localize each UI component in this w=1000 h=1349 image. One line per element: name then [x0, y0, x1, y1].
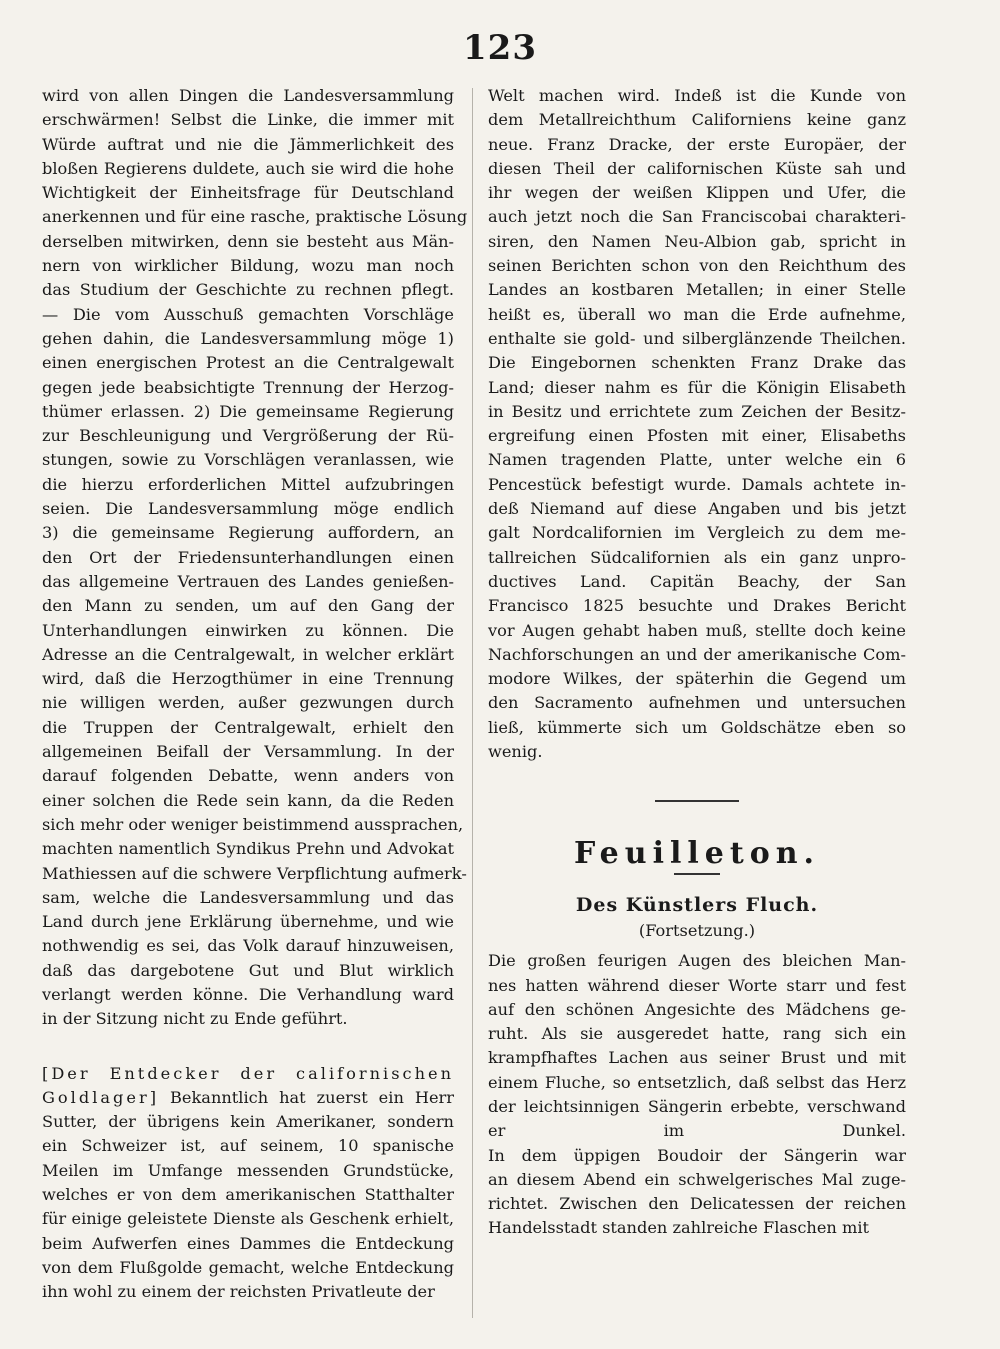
text-line: darauf folgenden Debatte, wenn anders von	[42, 766, 454, 786]
text-line: In dem üppigen Boudoir der Sängerin war	[488, 1145, 906, 1165]
text-line: nes hatten während dieser Worte starr und fest	[488, 975, 906, 995]
text-line: wird, daß die Herzogthümer in eine Trennung	[42, 669, 454, 689]
text-line: die Truppen der Centralgewalt, erhielt den	[42, 717, 454, 737]
text-line: nern von wirklicher Bildung, wozu man noch	[42, 256, 454, 276]
text-line: krampfhaftes Lachen aus seiner Brust und mit	[488, 1048, 906, 1068]
text-line: anerkennen und für eine rasche, praktische Lösung	[42, 207, 468, 227]
text-line: vor Augen gehabt haben muß, stellte doch keine	[488, 620, 906, 640]
text-line: ergreifung einen Pfosten mit einer, Elisabeths	[488, 426, 906, 446]
text-line: einem Fluche, so entsetzlich, daß selbst das Herz	[488, 1072, 906, 1092]
text-line: Handelsstadt standen zahlreiche Flaschen mit	[488, 1218, 870, 1238]
text-line: Wichtigkeit der Einheitsfrage für Deutschland	[42, 183, 454, 203]
title-rule	[674, 873, 720, 875]
text-line: seinen Berichten schon von den Reichthum des	[488, 256, 906, 276]
left-column	[42, 84, 468, 1305]
text-line: den Sacramento aufnehmen und untersuchen	[488, 693, 906, 713]
text-line: Mathiessen auf die schwere Verpflichtung aufmerk-	[42, 863, 467, 883]
right-column	[488, 84, 906, 1241]
text-line: das allgemeine Vertrauen des Landes genießen-	[42, 571, 454, 591]
text-line: Die Eingebornen schenkten Franz Drake das	[488, 353, 906, 373]
text-line: welches er von dem amerikanischen Statthalter	[42, 1185, 454, 1205]
text-line: Würde auftrat und nie die Jämmerlichkeit des	[42, 134, 454, 154]
article-heading-line: [Der Entdecker der californischen	[42, 1063, 454, 1083]
text-line: in Besitz und errichtete zum Zeichen der Besitz-	[488, 401, 906, 421]
text-line: für einige geleistete Dienste als Geschenk erhielt,	[42, 1209, 454, 1229]
text-line: neue. Franz Dracke, der erste Europäer, der	[488, 134, 906, 154]
article-body	[42, 1110, 454, 1304]
story-subtitle: (Fortsetzung.)	[638, 920, 756, 940]
text-line: ihr wegen der weißen Klippen und Ufer, die	[488, 183, 906, 203]
article-continued	[488, 84, 906, 764]
text-line: der leichtsinnigen Sängerin erbebte, verschwand	[488, 1096, 906, 1116]
text-line: Meilen im Umfange messenden Grundstücke,	[42, 1160, 454, 1180]
text-line: den Ort der Friedensunterhandlungen einen	[42, 547, 454, 567]
text-line: auch jetzt noch die San Franciscobai charakteri-	[488, 207, 906, 227]
text-line: ihn wohl zu einem der reichsten Privatleute der	[42, 1282, 435, 1302]
text-line: sam, welche die Landesversammlung und das	[42, 887, 454, 907]
text-line: gegen jede beabsichtigte Trennung der Herzog-	[42, 377, 454, 397]
text-line: stungen, sowie zu Vorschlägen veranlassen, wie	[42, 450, 454, 470]
text-line: er im Dunkel.	[488, 1121, 906, 1141]
text-line: heißt es, überall wo man die Erde aufnehme,	[488, 304, 906, 324]
text-line: machten namentlich Syndikus Prehn und Advokat	[42, 839, 454, 859]
text-line: an diesem Abend ein schwelgerisches Mal zuge-	[488, 1169, 906, 1189]
article-parliament	[42, 84, 468, 1032]
text-line: einen energischen Protest an die Centralgewalt	[42, 353, 454, 373]
text-line: thümer erlassen. 2) Die gemeinsame Regierung	[42, 401, 454, 421]
text-line: in der Sitzung nicht zu Ende geführt.	[42, 1009, 348, 1029]
text-line: bloßen Regierens duldete, auch sie wird die hohe	[42, 158, 454, 178]
text-line: enthalte sie gold- und silberglänzende Theilchen.	[488, 328, 906, 348]
text-line: Namen tragenden Platte, unter welche ein 6	[488, 450, 906, 470]
text-line: den Mann zu senden, um auf den Gang der	[42, 596, 454, 616]
text-line: Unterhandlungen einwirken zu können. Die	[42, 620, 454, 640]
text-line: seien. Die Landesversammlung möge endlich	[42, 499, 454, 519]
feuilleton-body	[488, 949, 906, 1241]
text-line: tallreichen Südcalifornien als ein ganz unpro-	[488, 547, 906, 567]
article-first-line: Goldlager] Bekanntlich hat zuerst ein Herr	[42, 1087, 454, 1107]
text-line: allgemeinen Beifall der Versammlung. In der	[42, 742, 454, 762]
text-line: verlangt werden könne. Die Verhandlung ward	[42, 984, 454, 1004]
text-line: modore Wilkes, der späterhin die Gegend um	[488, 669, 906, 689]
text-line: ein Schweizer ist, auf seinem, 10 spanische	[42, 1136, 454, 1156]
text-line: Welt machen wird. Indeß ist die Kunde von	[488, 86, 906, 105]
text-line: derselben mitwirken, denn sie besteht aus Män-	[42, 231, 454, 251]
article-heading: Goldlager]	[42, 1087, 160, 1107]
text-line: erschwärmen! Selbst die Linke, die immer mit	[42, 110, 454, 130]
text-line: ductives Land. Capitän Beachy, der San	[488, 571, 906, 591]
text-line: die hierzu erforderlichen Mittel aufzubringen	[42, 474, 454, 494]
text-line: deß Niemand auf diese Angaben und bis jetzt	[488, 499, 906, 519]
text-line: Sutter, der übrigens kein Amerikaner, sondern	[42, 1112, 454, 1132]
text-line: wenig.	[488, 742, 543, 762]
feuilleton-title: Feuilleton.	[574, 836, 820, 872]
page-number: 123	[463, 28, 537, 68]
text-line: Landes an kostbaren Metallen; in einer Stelle	[488, 280, 906, 300]
text-line: das Studium der Geschichte zu rechnen pflegt.	[42, 280, 454, 300]
text-line: Nachforschungen an und der amerikanische Com-	[488, 644, 906, 664]
text-line: nie willigen werden, außer gezwungen durch	[42, 693, 454, 713]
text-line: siren, den Namen Neu-Albion gab, spricht in	[488, 231, 906, 251]
text-line: galt Nordcalifornien im Vergleich zu dem me-	[488, 523, 906, 543]
text-line: Francisco 1825 besuchte und Drakes Bericht	[488, 596, 906, 616]
text-line: gehen dahin, die Landesversammlung möge 1)	[42, 328, 454, 348]
text-line: auf den schönen Angesichte des Mädchens ge-	[488, 999, 906, 1019]
text-line: daß das dargebotene Gut und Blut wirklich	[42, 960, 454, 980]
article-gold-discoverer	[42, 1062, 454, 1305]
text-line: 3) die gemeinsame Regierung auffordern, an	[42, 523, 454, 543]
text-line: zur Beschleunigung und Vergrößerung der Rü-	[42, 426, 454, 446]
column-divider	[472, 88, 473, 1318]
text-line: dem Metallreichthum Californiens keine ganz	[488, 110, 906, 130]
text-line: — Die vom Ausschuß gemachten Vorschläge	[42, 304, 454, 324]
story-title: Des Künstlers Fluch.	[575, 893, 819, 916]
text-line: Land; dieser nahm es für die Königin Elisabeth	[488, 377, 906, 397]
text-line: einer solchen die Rede sein kann, da die Reden	[42, 790, 454, 810]
text-line: nothwendig es sei, das Volk darauf hinzuweisen,	[42, 936, 454, 956]
text-line: wird von allen Dingen die Landesversammlung	[42, 86, 454, 105]
text-line: beim Aufwerfen eines Dammes die Entdeckung	[42, 1233, 454, 1253]
text-line: Pencestück befestigt wurde. Damals achtete in-	[488, 474, 906, 494]
text-line: Adresse an die Centralgewalt, in welcher erklärt	[42, 644, 454, 664]
text-line: richtet. Zwischen den Delicatessen der reichen	[488, 1194, 906, 1214]
section-separator	[655, 800, 739, 802]
text-line: Die großen feurigen Augen des bleichen Man-	[488, 951, 906, 971]
text-line: ließ, kümmerte sich um Goldschätze eben so	[488, 717, 906, 737]
text-line: diesen Theil der californischen Küste sah und	[488, 158, 906, 178]
text-line: Land durch jene Erklärung übernehme, und wie	[42, 912, 454, 932]
text-line: sich mehr oder weniger beistimmend aussprachen,	[42, 814, 464, 834]
text-line: von dem Flußgolde gemacht, welche Entdeckung	[42, 1257, 454, 1277]
text-line: ruht. Als sie ausgeredet hatte, rang sich ein	[488, 1024, 906, 1044]
